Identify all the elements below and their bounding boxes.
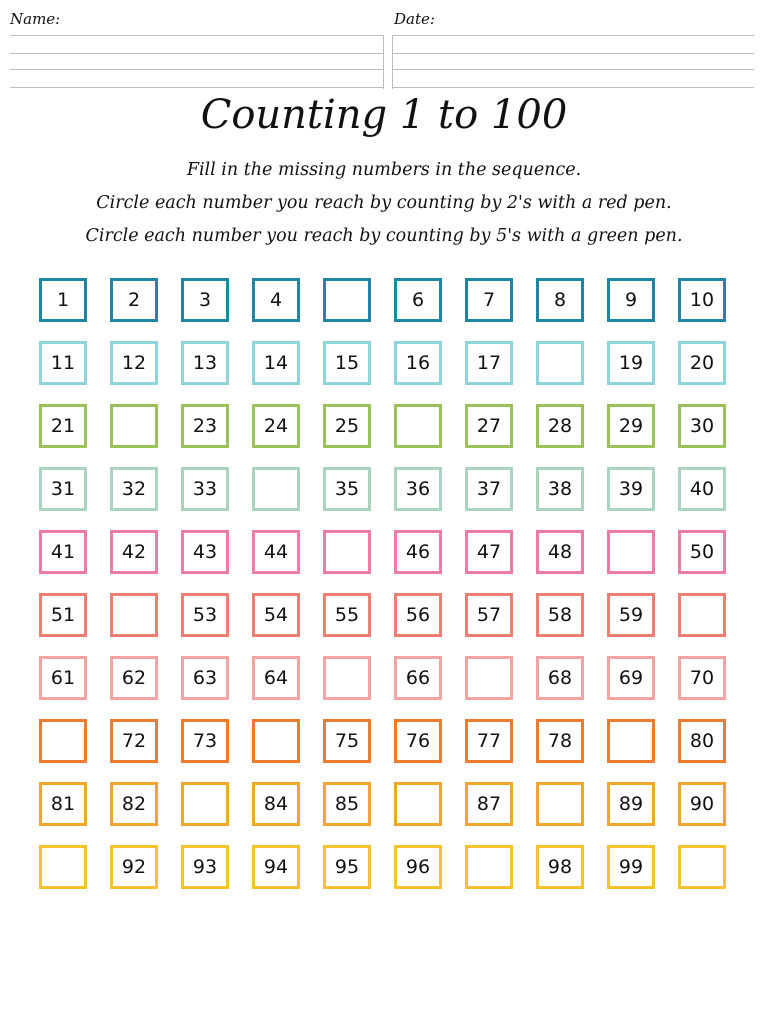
- number-box: 8: [536, 278, 584, 322]
- blank-number-box[interactable]: [394, 782, 442, 826]
- number-box: 28: [536, 404, 584, 448]
- number-box: 70: [678, 656, 726, 700]
- number-box: 13: [181, 341, 229, 385]
- number-box: 38: [536, 467, 584, 511]
- number-box: 55: [323, 593, 371, 637]
- number-box: 2: [110, 278, 158, 322]
- number-box: 77: [465, 719, 513, 763]
- blank-number-box[interactable]: [110, 593, 158, 637]
- number-box: 42: [110, 530, 158, 574]
- number-box: 32: [110, 467, 158, 511]
- number-box: 58: [536, 593, 584, 637]
- number-box: 96: [394, 845, 442, 889]
- number-box: 80: [678, 719, 726, 763]
- number-box: 17: [465, 341, 513, 385]
- number-box: 44: [252, 530, 300, 574]
- blank-number-box[interactable]: [678, 845, 726, 889]
- number-box: 78: [536, 719, 584, 763]
- number-box: 72: [110, 719, 158, 763]
- blank-number-box[interactable]: [39, 845, 87, 889]
- number-box: 23: [181, 404, 229, 448]
- instruction-count-by-5: Circle each number you reach by counting by 5's with a green pen.: [85, 226, 683, 246]
- blank-number-box[interactable]: [607, 719, 655, 763]
- blank-number-box[interactable]: [252, 719, 300, 763]
- number-box: 4: [252, 278, 300, 322]
- blank-number-box[interactable]: [323, 278, 371, 322]
- blank-number-box[interactable]: [678, 593, 726, 637]
- number-box: 51: [39, 593, 87, 637]
- number-box: 57: [465, 593, 513, 637]
- number-box: 20: [678, 341, 726, 385]
- number-box: 3: [181, 278, 229, 322]
- number-box: 69: [607, 656, 655, 700]
- number-box: 64: [252, 656, 300, 700]
- number-box: 7: [465, 278, 513, 322]
- number-box: 21: [39, 404, 87, 448]
- number-box: 36: [394, 467, 442, 511]
- number-box: 30: [678, 404, 726, 448]
- number-box: 37: [465, 467, 513, 511]
- number-box: 92: [110, 845, 158, 889]
- number-box: 31: [39, 467, 87, 511]
- name-label: Name:: [10, 10, 61, 28]
- number-box: 9: [607, 278, 655, 322]
- number-box: 39: [607, 467, 655, 511]
- number-box: 10: [678, 278, 726, 322]
- number-box: 35: [323, 467, 371, 511]
- blank-number-box[interactable]: [465, 845, 513, 889]
- number-box: 25: [323, 404, 371, 448]
- number-box: 87: [465, 782, 513, 826]
- number-box: 66: [394, 656, 442, 700]
- blank-number-box[interactable]: [536, 341, 584, 385]
- blank-number-box[interactable]: [252, 467, 300, 511]
- number-box: 33: [181, 467, 229, 511]
- number-box: 24: [252, 404, 300, 448]
- number-box: 93: [181, 845, 229, 889]
- number-box: 14: [252, 341, 300, 385]
- number-box: 40: [678, 467, 726, 511]
- blank-number-box[interactable]: [394, 404, 442, 448]
- number-box: 12: [110, 341, 158, 385]
- number-box: 75: [323, 719, 371, 763]
- date-label: Date:: [394, 10, 435, 28]
- number-box: 82: [110, 782, 158, 826]
- blank-number-box[interactable]: [607, 530, 655, 574]
- blank-number-box[interactable]: [110, 404, 158, 448]
- number-box: 61: [39, 656, 87, 700]
- number-box: 47: [465, 530, 513, 574]
- number-box: 59: [607, 593, 655, 637]
- number-box: 29: [607, 404, 655, 448]
- blank-number-box[interactable]: [323, 656, 371, 700]
- number-box: 50: [678, 530, 726, 574]
- number-box: 48: [536, 530, 584, 574]
- blank-number-box[interactable]: [39, 719, 87, 763]
- number-box: 73: [181, 719, 229, 763]
- number-box: 6: [394, 278, 442, 322]
- number-box: 84: [252, 782, 300, 826]
- number-box: 89: [607, 782, 655, 826]
- number-box: 56: [394, 593, 442, 637]
- blank-number-box[interactable]: [323, 530, 371, 574]
- number-box: 68: [536, 656, 584, 700]
- number-box: 27: [465, 404, 513, 448]
- blank-number-box[interactable]: [465, 656, 513, 700]
- number-box: 43: [181, 530, 229, 574]
- number-box: 41: [39, 530, 87, 574]
- number-box: 19: [607, 341, 655, 385]
- instruction-fill-in: Fill in the missing numbers in the sequence.: [186, 160, 582, 180]
- number-box: 46: [394, 530, 442, 574]
- number-box: 85: [323, 782, 371, 826]
- number-box: 53: [181, 593, 229, 637]
- number-box: 81: [39, 782, 87, 826]
- number-box: 54: [252, 593, 300, 637]
- blank-number-box[interactable]: [536, 782, 584, 826]
- number-box: 90: [678, 782, 726, 826]
- page-title: Counting 1 to 100: [200, 92, 568, 138]
- number-box: 95: [323, 845, 371, 889]
- blank-number-box[interactable]: [181, 782, 229, 826]
- instruction-count-by-2: Circle each number you reach by counting by 2's with a red pen.: [96, 193, 672, 213]
- number-box: 76: [394, 719, 442, 763]
- number-box: 11: [39, 341, 87, 385]
- number-box: 99: [607, 845, 655, 889]
- number-box: 15: [323, 341, 371, 385]
- number-box: 98: [536, 845, 584, 889]
- number-box: 63: [181, 656, 229, 700]
- number-box: 1: [39, 278, 87, 322]
- number-box: 16: [394, 341, 442, 385]
- number-box: 62: [110, 656, 158, 700]
- number-box: 94: [252, 845, 300, 889]
